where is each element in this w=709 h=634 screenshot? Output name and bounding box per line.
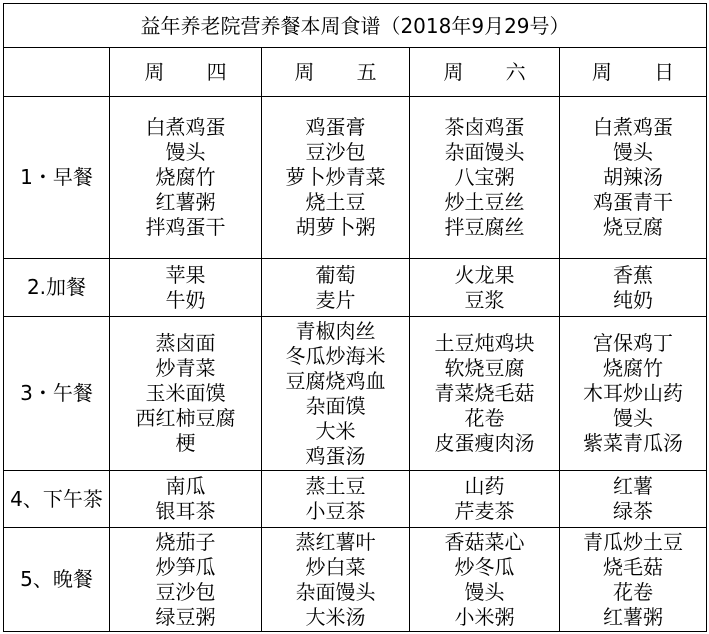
dish-item: 香蕉: [613, 262, 653, 287]
dish-item: 炒土豆丝: [444, 190, 525, 214]
dish-item: 白煮鸡蛋: [145, 115, 226, 139]
dish-item: 芹麦茶: [454, 499, 515, 523]
dish-item: 红薯: [613, 474, 653, 498]
dish-item: 大米: [315, 418, 356, 443]
meal-cell: [410, 317, 560, 471]
dish-item: 花卷: [613, 579, 653, 604]
day-header-sun: [560, 48, 707, 97]
meal-cell: [110, 471, 262, 528]
dish-item: 胡萝卜粥: [295, 215, 376, 239]
dish-item: 麦片: [315, 287, 356, 312]
meal-cell: [110, 259, 262, 317]
day-header-fri: [262, 48, 410, 97]
dish-item: 豆腐烧鸡血: [285, 368, 386, 393]
dish-item: 杂面馒头: [295, 579, 376, 604]
dish-item: 茶卤鸡蛋: [444, 115, 525, 139]
dish-item: 杂面馒头: [444, 140, 525, 164]
dish-item: 拌鸡蛋干: [145, 215, 226, 239]
dish-item: 萝卜炒青菜: [285, 165, 386, 189]
meal-cell: [110, 528, 262, 632]
dish-item: 鸡蛋膏: [305, 115, 366, 139]
day-label: 周 四: [144, 59, 245, 84]
meal-cell: [560, 97, 707, 259]
dish-item: 豆沙包: [155, 579, 216, 604]
dish-item: 八宝粥: [454, 165, 515, 189]
dish-item: 馒头: [464, 579, 505, 604]
dish-item: 香菇菜心: [444, 529, 525, 554]
dish-item: 烧腐竹: [155, 165, 216, 189]
dish-item: 大米汤: [305, 604, 366, 629]
meal-cell: [410, 471, 560, 528]
dish-item: 青菜烧毛菇: [434, 381, 535, 405]
meal-cell: [560, 471, 707, 528]
dish-item: 紫菜青瓜汤: [583, 431, 683, 455]
meal-label: 5、晚餐: [4, 528, 110, 632]
dish-item: 牛奶: [165, 287, 206, 312]
meal-label: 2.加餐: [4, 259, 110, 317]
dish-item: 炒冬瓜: [454, 554, 515, 579]
dish-item: 杂面馍: [305, 393, 366, 418]
dish-item: 红薯粥: [155, 190, 216, 214]
dish-item: 蒸卤面: [155, 331, 216, 355]
dish-item: 豆浆: [464, 287, 505, 312]
meal-cell: [262, 97, 410, 259]
dish-item: 花卷: [464, 406, 505, 430]
dish-item: 宫保鸡丁: [593, 331, 673, 355]
meal-cell: [262, 317, 410, 471]
meal-row-lunch: [4, 317, 707, 471]
dish-item: 鸡蛋青干: [593, 190, 673, 214]
dish-item: 皮蛋瘦肉汤: [434, 431, 535, 455]
dish-item: 馒头: [613, 140, 653, 164]
meal-cell: [110, 317, 262, 471]
meal-cell: [262, 528, 410, 632]
meal-label: 1・早餐: [4, 97, 110, 259]
dish-item: 木耳炒山药: [583, 381, 683, 405]
dish-item: 豆沙包: [305, 140, 366, 164]
dish-item: 拌豆腐丝: [444, 215, 525, 239]
menu-title: 益年养老院营养餐本周食谱（2018年9月29号）: [4, 4, 707, 48]
dish-item: 炒笋瓜: [155, 554, 216, 579]
meal-row-breakfast: [4, 97, 707, 259]
dish-item: 蒸红薯叶: [295, 529, 376, 554]
dish-item: 软烧豆腐: [444, 356, 525, 380]
dish-item: 冬瓜炒海米: [285, 343, 386, 368]
dish-item: 绿茶: [613, 499, 653, 523]
day-label: 周 六: [443, 59, 544, 84]
dish-item: 红薯粥: [603, 604, 663, 629]
meal-cell: [410, 528, 560, 632]
dish-item: 烧腐竹: [603, 356, 663, 380]
meal-label: 3・午餐: [4, 317, 110, 471]
dish-item: 青椒肉丝: [295, 318, 376, 343]
meal-cell: [410, 97, 560, 259]
dish-item: 山药: [464, 474, 505, 498]
meal-label: 4、下午茶: [4, 471, 110, 528]
day-header-sat: [410, 48, 560, 97]
meal-row-dinner: [4, 528, 707, 632]
dish-item: 小米粥: [454, 604, 515, 629]
meal-cell: [262, 259, 410, 317]
dish-item: 梗: [175, 431, 196, 455]
dish-item: 白煮鸡蛋: [593, 115, 673, 139]
dish-item: 绿豆粥: [155, 604, 216, 629]
meal-cell: [262, 471, 410, 528]
meal-cell: [560, 259, 707, 317]
dish-item: 馒头: [165, 140, 206, 164]
dish-item: 烧土豆: [305, 190, 366, 214]
meal-cell: [410, 259, 560, 317]
dish-item: 南瓜: [165, 474, 206, 498]
meal-cell: [110, 97, 262, 259]
meal-row-snack: [4, 259, 707, 317]
meal-cell: [560, 528, 707, 632]
dish-item: 蒸土豆: [305, 474, 366, 498]
meal-cell: [560, 317, 707, 471]
day-label: 周 五: [294, 59, 395, 84]
dish-item: 玉米面馍: [145, 381, 226, 405]
day-label: 周 日: [591, 59, 693, 84]
dish-item: 西红柿豆腐: [135, 406, 236, 430]
dish-item: 银耳茶: [155, 499, 216, 523]
title-row: [4, 4, 707, 48]
dish-item: 炒白菜: [305, 554, 366, 579]
dish-item: 小豆茶: [305, 499, 366, 523]
dish-item: 葡萄: [315, 262, 356, 287]
meal-row-afternoon-tea: [4, 471, 707, 528]
dish-item: 烧茄子: [155, 529, 216, 554]
dish-item: 馒头: [613, 406, 653, 430]
corner-cell: [4, 48, 110, 97]
dish-item: 青瓜炒土豆: [583, 529, 683, 554]
dish-item: 胡辣汤: [603, 165, 663, 189]
dish-item: 火龙果: [454, 262, 515, 287]
day-header-row: [4, 48, 707, 97]
dish-item: 鸡蛋汤: [305, 443, 366, 468]
day-header-thu: [110, 48, 262, 97]
weekly-menu-table: [3, 3, 707, 632]
dish-item: 土豆炖鸡块: [434, 331, 535, 355]
dish-item: 炒青菜: [155, 356, 216, 380]
dish-item: 烧毛菇: [603, 554, 663, 579]
dish-item: 烧豆腐: [603, 215, 663, 239]
dish-item: 纯奶: [613, 287, 653, 312]
dish-item: 苹果: [165, 262, 206, 287]
